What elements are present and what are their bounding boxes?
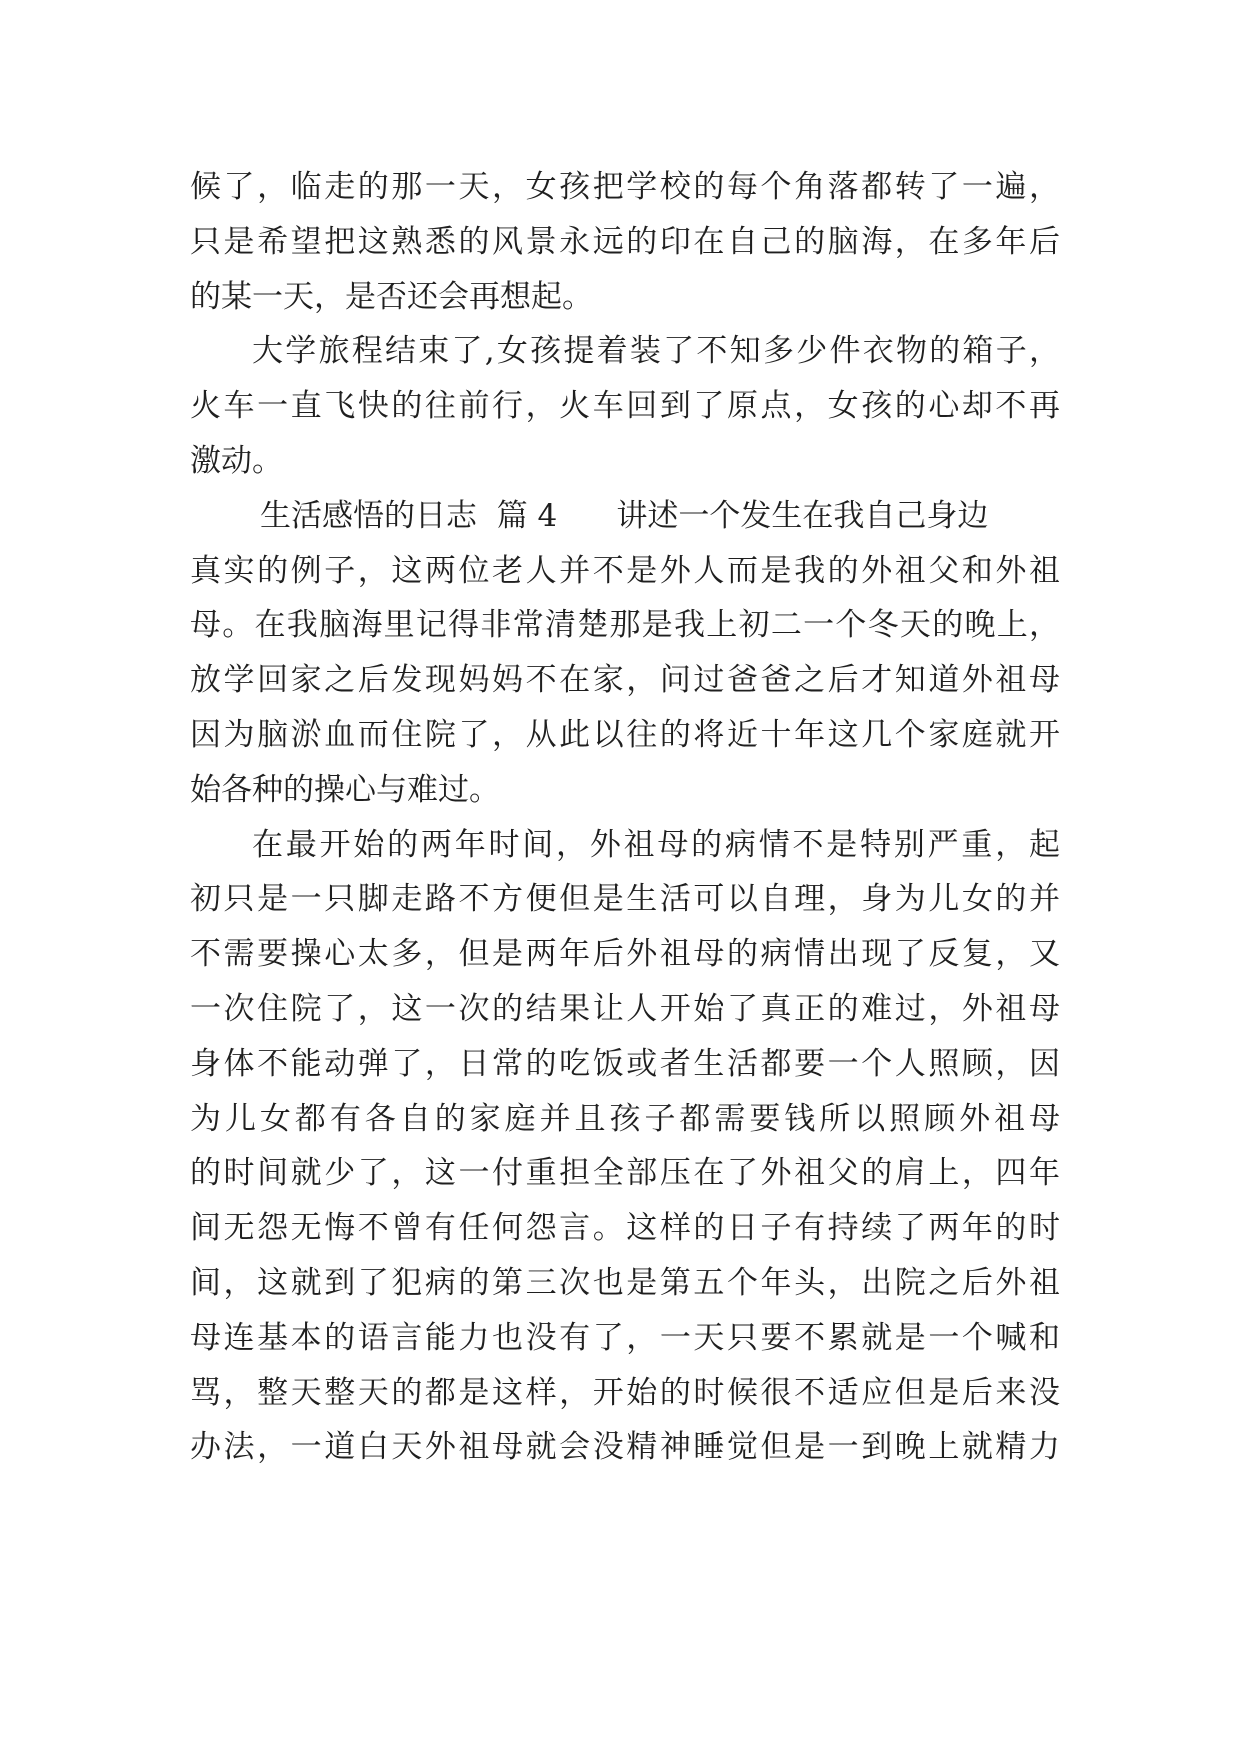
text-line: 为儿女都有各自的家庭并且孩子都需要钱所以照顾外祖母 — [190, 1100, 1060, 1137]
text-line: 因为脑淤血而住院了，从此以往的将近十年这几个家庭就开 — [190, 716, 1060, 753]
text-line: 只是希望把这熟悉的风景永远的印在自己的脑海，在多年后 — [190, 223, 1060, 260]
text-line: 间无怨无悔不曾有任何怨言。这样的日子有持续了两年的时 — [190, 1210, 1060, 1247]
text-line: 身体不能动弹了，日常的吃饭或者生活都要一个人照顾，因 — [190, 1045, 1060, 1082]
section-heading-line: 生活感悟的日志 篇 4 讲述一个发生在我自己身边 — [260, 497, 989, 534]
text-line: 母连基本的语言能力也没有了，一天只要不累就是一个喊和 — [190, 1319, 1060, 1356]
text-line: 放学回家之后发现妈妈不在家，问过爸爸之后才知道外祖母 — [190, 662, 1060, 699]
text-line: 大学旅程结束了,女孩提着装了不知多少件衣物的箱子， — [252, 333, 1060, 370]
text-line: 初只是一只脚走路不方便但是生活可以自理，身为儿女的并 — [190, 881, 1060, 918]
text-line: 不需要操心太多，但是两年后外祖母的病情出现了反复，又 — [190, 936, 1060, 973]
text-line: 母。在我脑海里记得非常清楚那是我上初二一个冬天的晚上， — [190, 607, 1060, 644]
text-line: 激动。 — [190, 442, 283, 479]
text-line: 在最开始的两年时间，外祖母的病情不是特别严重，起 — [252, 826, 1060, 863]
text-line: 办法，一道白天外祖母就会没精神睡觉但是一到晚上就精力 — [190, 1429, 1060, 1466]
text-line: 候了，临走的那一天，女孩把学校的每个角落都转了一遍， — [190, 169, 1060, 205]
document-body — [190, 160, 1060, 1475]
text-line: 真实的例子，这两位老人并不是外人而是我的外祖父和外祖 — [190, 552, 1060, 589]
text-line: 一次住院了，这一次的结果让人开始了真正的难过，外祖母 — [190, 990, 1060, 1027]
text-line: 的时间就少了，这一付重担全部压在了外祖父的肩上，四年 — [190, 1155, 1060, 1192]
text-line: 骂，整天整天的都是这样，开始的时候很不适应但是后来没 — [190, 1374, 1060, 1411]
text-line: 火车一直飞快的往前行，火车回到了原点，女孩的心却不再 — [190, 388, 1060, 425]
text-line: 间，这就到了犯病的第三次也是第五个年头，出院之后外祖 — [190, 1264, 1060, 1301]
text-line: 的某一天，是否还会再想起。 — [190, 278, 593, 315]
text-line: 始各种的操心与难过。 — [190, 771, 500, 808]
